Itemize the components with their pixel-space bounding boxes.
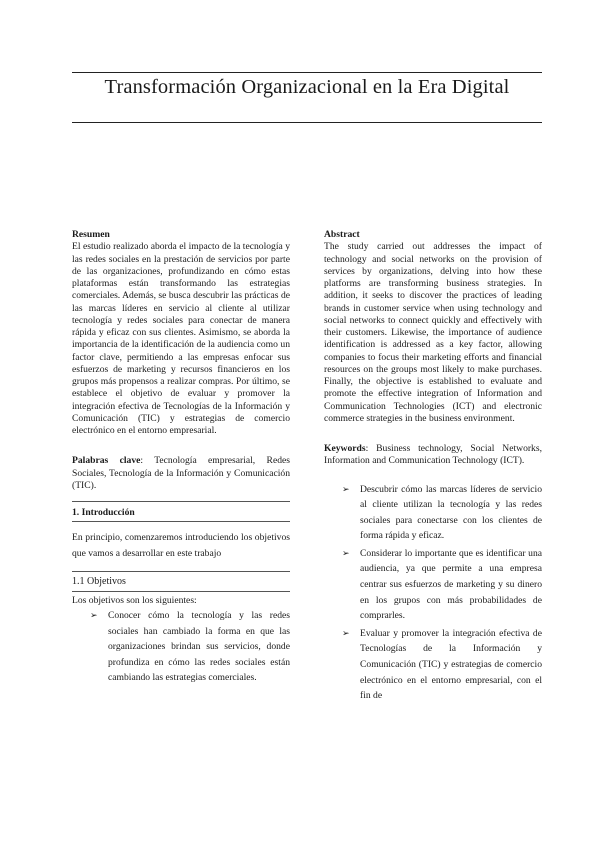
palabras-clave-label: Palabras clave	[72, 455, 141, 467]
keywords-label: Keywords	[324, 443, 366, 454]
palabras-clave	[72, 455, 290, 492]
right-column	[324, 229, 542, 706]
section-heading-introduccion: 1. Introducción	[72, 507, 135, 518]
resumen-heading: Resumen	[72, 229, 110, 240]
resumen-body: El estudio realizado aborda el impacto de la tecnología y las redes sociales en la prestación de servicios por parte de las organizaciones, profundizando en cómo estas plataformas están transformando las estrategias comerciales. Además, se busca descubrir las prácticas de las marcas líderes en servicio al cliente al utilizar tecnología y redes sociales para conectar de manera rápida y eficaz con sus clientes. Asimismo, se aborda la importancia de la identificación de la audiencia como un factor clave, permitiendo a las empresas enfocar sus esfuerzos de marketing y recursos financieros en los grupos más propensos a realizar compras. Por último, se establece el objetivo de evaluar y promover la integración efectiva de Tecnologías de la Información y Comunicación (TIC) y estrategias de comercio electrónico en el entorno empresarial.	[72, 241, 290, 436]
keywords	[324, 443, 542, 468]
arrow-bullet-icon: ➢	[342, 627, 350, 638]
subsection-heading-objetivos: 1.1 Objetivos	[72, 576, 126, 588]
objetivos-lead: Los objetivos son los siguientes:	[72, 594, 197, 606]
palabras-clave-text: : Tecnología empresarial, Redes Sociales, Tecnología de la Información y Comunicación (TIC).	[72, 455, 290, 491]
arrow-bullet-icon: ➢	[90, 609, 98, 620]
list-item-text: Descubrir cómo las marcas líderes de servicio al cliente utilizan la tecnología y las redes sociales para conectarse con los clientes de forma rápida y eficaz.	[360, 483, 542, 542]
list-item	[324, 482, 542, 544]
objectives-list-left	[72, 608, 290, 686]
introduccion-text: En principio, comenzaremos introduciendo los objetivos que vamos a desarrollar en este trabajo	[72, 532, 290, 559]
list-item-text: Evaluar y promover la integración efectiva de Tecnologías de la Información y Comunicación (TIC) y estrategias de comercio electrónico en el entorno empresarial, con el fin de	[360, 627, 542, 702]
abstract-heading: Abstract	[324, 229, 360, 240]
left-column	[72, 229, 290, 688]
title-top-rule	[72, 72, 542, 73]
list-item-text: Conocer cómo la tecnología y las redes sociales han cambiado la forma en que las organizaciones brindan sus servicios, donde profundiza en cómo las redes sociales están cambiando las estrategias comerciales.	[108, 609, 290, 684]
objectives-list-right	[324, 482, 542, 704]
abstract-body: The study carried out addresses the impact of technology and social networks on the provision of services by organizations, delving into how these platforms are transforming business strategies. In addition, it seeks to discover the practices of leading brands in customer service when using technology and social networks to connect quickly and effectively with their customers. Likewise, the importance of audience identification is addressed as a key factor, allowing companies to focus their marketing efforts and financial resources on the groups most likely to make purchases. Finally, the objective is established to evaluate and promote the effective integration of Information and Communication Technologies (ICT) and electronic commerce strategies in the business environment.	[324, 241, 542, 424]
subsection-divider	[72, 571, 290, 572]
list-item-text: Considerar lo importante que es identificar una audiencia, ya que permite a una empresa centrar sus esfuerzos de marketing y su dinero en los grupos con más probabilidades de comprarles.	[360, 547, 542, 622]
section-divider	[72, 501, 290, 502]
list-item	[324, 626, 542, 704]
subsection-divider	[72, 591, 290, 592]
paper-title: Transformación Organizacional en la Era Digital	[104, 76, 510, 98]
list-item	[324, 546, 542, 624]
keywords-text: : Business technology, Social Networks, Information and Communication Technology (ICT).	[324, 443, 542, 467]
arrow-bullet-icon: ➢	[342, 547, 350, 558]
section-divider	[72, 521, 290, 522]
list-item	[72, 608, 290, 686]
title-bottom-rule	[72, 122, 542, 123]
arrow-bullet-icon: ➢	[342, 483, 350, 494]
